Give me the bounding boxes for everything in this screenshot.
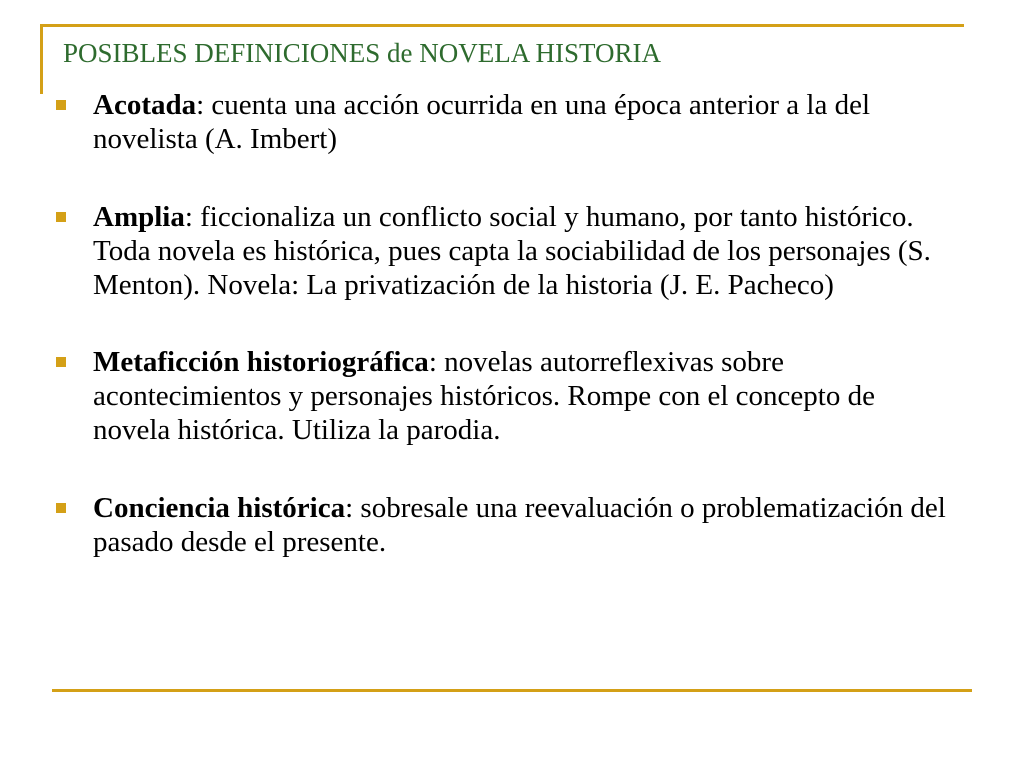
top-accent-line — [40, 24, 964, 27]
bullet-text: : novelas autorreflexivas sobre acontecimientos y personajes históricos. Rompe con el concepto de novela histórica. Utiliza la parodia. — [93, 346, 875, 446]
bullet-term: Conciencia histórica — [93, 492, 346, 524]
bullet-text: : cuenta una acción ocurrida en una época anterior a la del novelista (A. Imbert) — [93, 89, 871, 155]
bottom-accent-line — [52, 689, 972, 692]
bullet-item-conciencia — [56, 491, 956, 559]
left-accent-line — [40, 24, 43, 94]
bullet-text: : sobresale una reevaluación o problematización del pasado desde el presente. — [93, 492, 946, 558]
bullet-item-metaficcion — [56, 345, 956, 447]
bullet-list — [56, 88, 956, 603]
bullet-text: : ficcionaliza un conflicto social y humano, por tanto histórico. Toda novela es histórica, pues capta la sociabilidad de los personajes (S. Menton). Novela: La privatización de la historia (J. E. Pacheco) — [93, 201, 931, 301]
square-bullet-icon — [56, 212, 66, 222]
square-bullet-icon — [56, 503, 66, 513]
square-bullet-icon — [56, 357, 66, 367]
bullet-term: Acotada — [93, 89, 197, 121]
bullet-term: Amplia — [93, 201, 185, 233]
bullet-item-acotada — [56, 88, 956, 156]
bullet-term: Metaficción historiográfica — [93, 346, 429, 378]
square-bullet-icon — [56, 100, 66, 110]
bullet-item-amplia — [56, 200, 956, 302]
slide-title: POSIBLES DEFINICIONES de NOVELA HISTORIA — [63, 38, 662, 68]
